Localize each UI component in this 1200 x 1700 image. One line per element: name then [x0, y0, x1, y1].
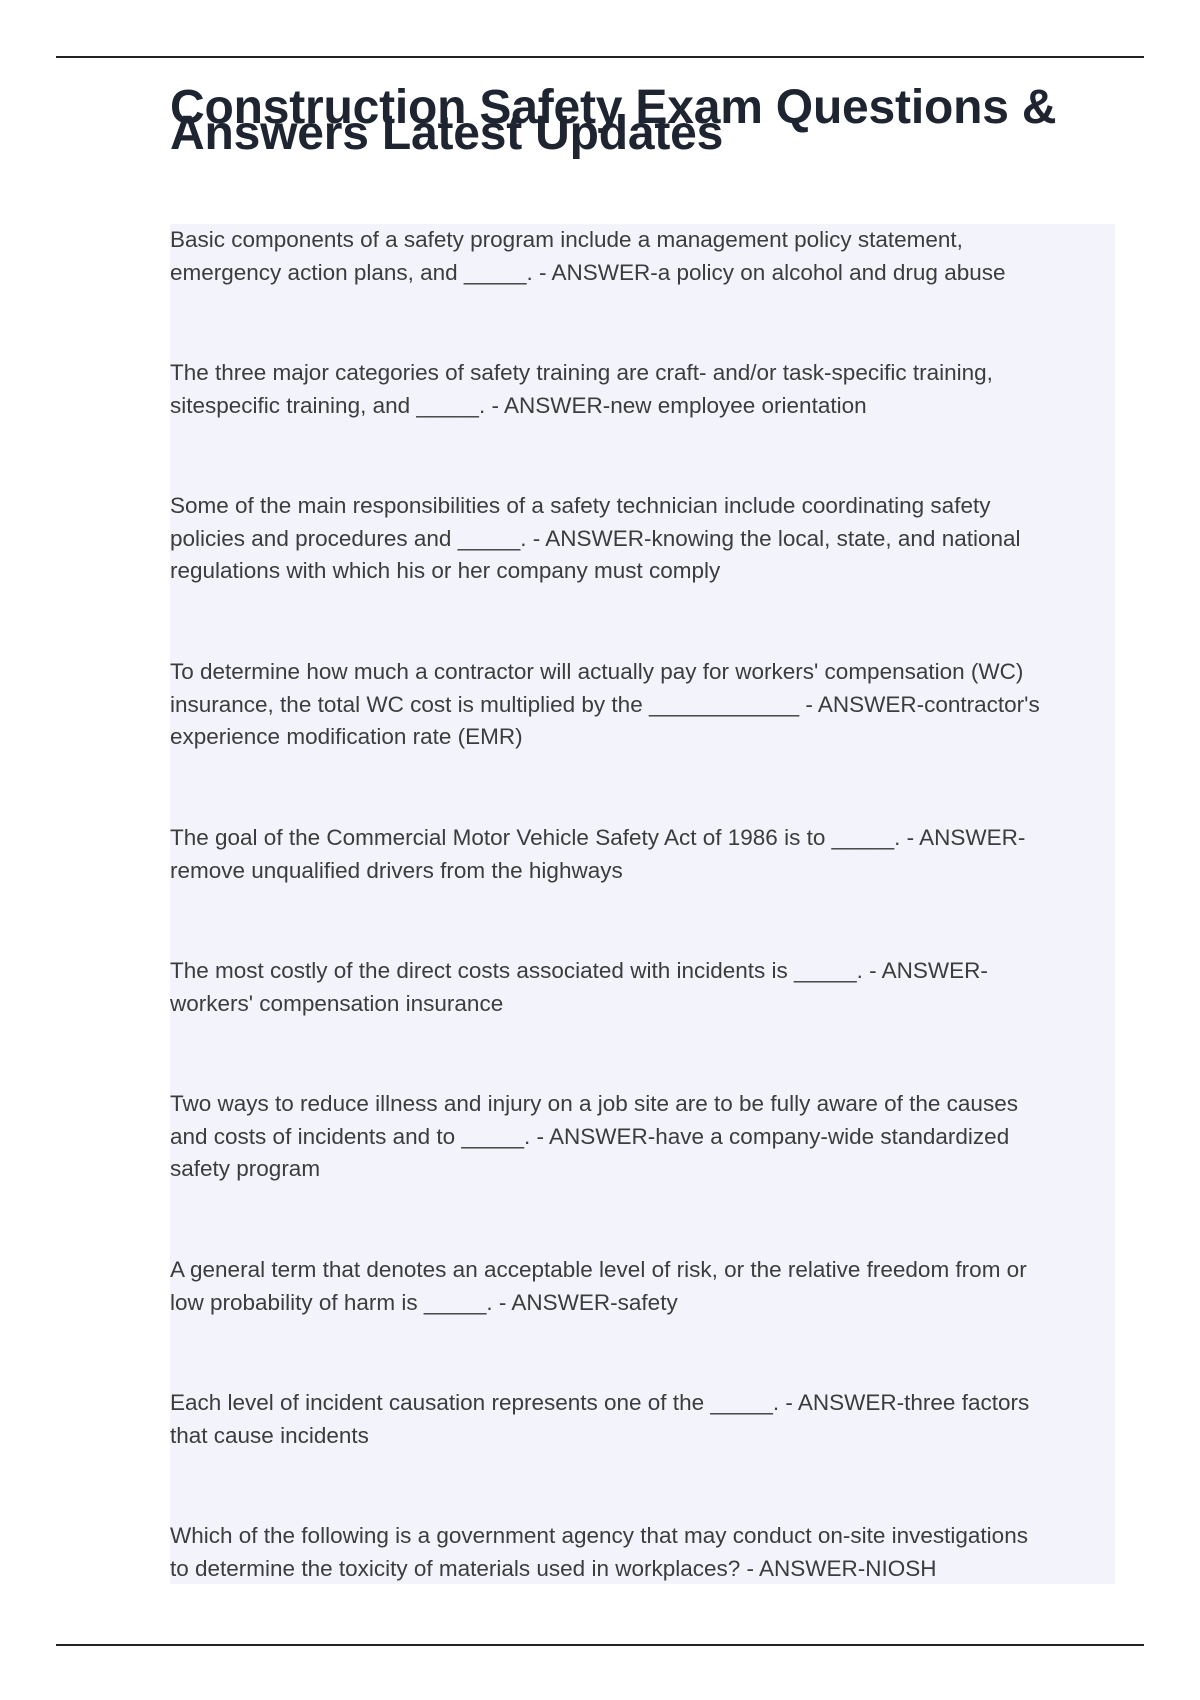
top-divider: [56, 56, 1144, 58]
qa-item-3: Some of the main responsibilities of a safety technician include coordinating safety policies and procedures and _____. - ANSWER-knowing the local, state, and national regulations with which his or her company must comply: [170, 493, 1021, 583]
qa-panel: [170, 224, 1115, 1584]
qa-item-1: Basic components of a safety program include a management policy statement, emergency action plans, and _____. - ANSWER-a policy on alcohol and drug abuse: [170, 227, 1006, 285]
bottom-divider: [56, 1644, 1144, 1646]
qa-item-10: Which of the following is a government agency that may conduct on-site investigations to determine the toxicity of materials used in workplaces? - ANSWER-NIOSH: [170, 1523, 1028, 1581]
qa-item-8: A general term that denotes an acceptable level of risk, or the relative freedom from or low probability of harm is _____. - ANSWER-safety: [170, 1257, 1027, 1315]
page-title: Construction Safety Exam Questions & Answers Latest Updates: [170, 81, 1057, 160]
qa-item-7: Two ways to reduce illness and injury on a job site are to be fully aware of the causes and costs of incidents and to _____. - ANSWER-have a company-wide standardized safety program: [170, 1091, 1018, 1181]
qa-item-2: The three major categories of safety training are craft- and/or task-specific training, sitespecific training, and _____. - ANSWER-new employee orientation: [170, 360, 993, 418]
qa-item-4: To determine how much a contractor will actually pay for workers' compensation (WC) insurance, the total WC cost is multiplied by the ____________ - ANSWER-contractor's experience modification rate (EMR): [170, 659, 1040, 749]
qa-item-5: The goal of the Commercial Motor Vehicle Safety Act of 1986 is to _____. - ANSWER- remove unqualified drivers from the highways: [170, 825, 1026, 883]
qa-item-6: The most costly of the direct costs associated with incidents is _____. - ANSWER- workers' compensation insurance: [170, 958, 988, 1016]
qa-item-9: Each level of incident causation represents one of the _____. - ANSWER-three factors that cause incidents: [170, 1390, 1030, 1448]
